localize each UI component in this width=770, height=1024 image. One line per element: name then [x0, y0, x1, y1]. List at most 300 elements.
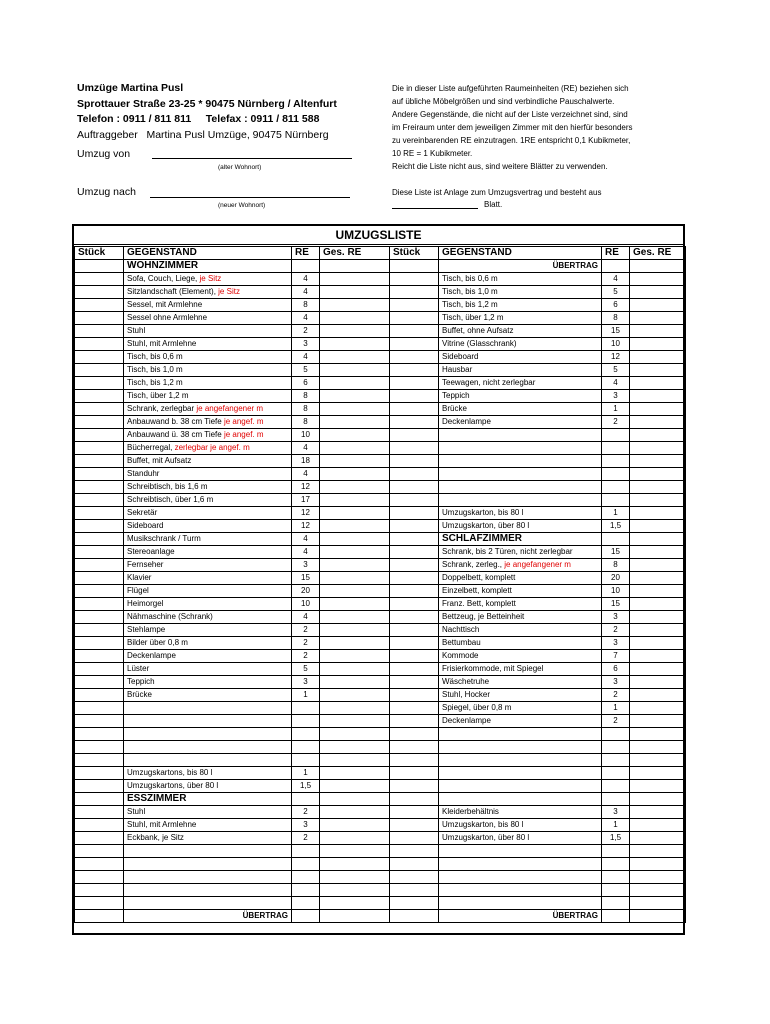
qty-cell[interactable] — [390, 702, 439, 715]
table-row — [75, 624, 390, 637]
qty-cell[interactable] — [75, 455, 124, 468]
total-cell[interactable] — [630, 676, 686, 689]
total-cell[interactable] — [630, 546, 686, 559]
total-cell[interactable] — [630, 481, 686, 494]
qty-cell[interactable] — [390, 832, 439, 845]
re-cell — [602, 429, 630, 442]
re-cell — [292, 728, 320, 741]
item-label: Tisch, bis 1,0 m — [442, 287, 498, 296]
table-row — [390, 559, 686, 572]
total-cell[interactable] — [320, 572, 390, 585]
total-cell[interactable] — [630, 715, 686, 728]
qty-cell[interactable] — [390, 351, 439, 364]
qty-cell[interactable] — [75, 273, 124, 286]
item-label: Deckenlampe — [127, 651, 176, 660]
sheet-count-label: Blatt. — [484, 200, 503, 209]
qty-cell[interactable] — [390, 481, 439, 494]
total-cell[interactable] — [630, 559, 686, 572]
total-cell[interactable] — [320, 338, 390, 351]
total-cell[interactable] — [320, 507, 390, 520]
total-cell[interactable] — [320, 559, 390, 572]
total-cell[interactable] — [630, 754, 686, 767]
re-cell: 1,5 — [602, 520, 630, 533]
qty-cell[interactable] — [75, 819, 124, 832]
qty-cell[interactable] — [75, 429, 124, 442]
qty-cell[interactable] — [390, 897, 439, 910]
total-cell[interactable] — [320, 884, 390, 897]
total-cell[interactable] — [320, 650, 390, 663]
table-row — [75, 455, 390, 468]
qty-cell[interactable] — [390, 663, 439, 676]
re-cell — [602, 481, 630, 494]
item-label: Nähmaschine (Schrank) — [127, 612, 213, 621]
qty-cell[interactable] — [75, 494, 124, 507]
qty-cell[interactable] — [75, 689, 124, 702]
company-phone: Telefon : 0911 / 811 811 Telefax : 0911 / 811 588 — [77, 113, 320, 125]
item-label: Buffet, mit Aufsatz — [127, 456, 192, 465]
qty-cell[interactable] — [75, 325, 124, 338]
table-row — [75, 728, 390, 741]
move-to-field[interactable] — [150, 187, 350, 198]
total-cell[interactable] — [320, 533, 390, 546]
total-cell[interactable] — [320, 858, 390, 871]
total-cell[interactable] — [630, 338, 686, 351]
item-label: Musikschrank / Turm — [127, 534, 201, 543]
re-cell: 2 — [602, 689, 630, 702]
item-cell — [439, 273, 602, 286]
item-cell — [124, 390, 292, 403]
qty-cell[interactable] — [390, 676, 439, 689]
table-row — [75, 442, 390, 455]
total-cell[interactable] — [320, 611, 390, 624]
total-cell[interactable] — [320, 286, 390, 299]
table-row — [390, 689, 686, 702]
total-cell[interactable] — [320, 468, 390, 481]
qty-cell[interactable] — [390, 442, 439, 455]
total-cell[interactable] — [630, 897, 686, 910]
table-row — [390, 312, 686, 325]
total-cell[interactable] — [630, 312, 686, 325]
qty-cell[interactable] — [390, 715, 439, 728]
table-row — [75, 312, 390, 325]
total-cell[interactable] — [320, 598, 390, 611]
total-cell[interactable] — [320, 728, 390, 741]
item-label: Anbauwand ü. 38 cm Tiefe — [127, 430, 224, 439]
total-cell[interactable] — [630, 585, 686, 598]
item-label: Nachttisch — [442, 625, 480, 634]
qty-cell[interactable] — [75, 546, 124, 559]
item-label: Umzugskartons, bis 80 l — [127, 768, 213, 777]
qty-cell[interactable] — [390, 910, 439, 923]
total-cell[interactable] — [320, 754, 390, 767]
table-row — [75, 741, 390, 754]
qty-cell[interactable] — [75, 780, 124, 793]
total-cell[interactable] — [320, 273, 390, 286]
qty-cell[interactable] — [75, 260, 124, 273]
table-row — [390, 624, 686, 637]
section-row — [75, 260, 390, 273]
qty-cell[interactable] — [390, 650, 439, 663]
item-label: Sideboard — [442, 352, 479, 361]
qty-cell[interactable] — [75, 390, 124, 403]
total-cell[interactable] — [320, 689, 390, 702]
table-row — [75, 689, 390, 702]
table-row — [75, 806, 390, 819]
total-cell[interactable] — [320, 702, 390, 715]
table-row — [75, 377, 390, 390]
total-cell[interactable] — [320, 429, 390, 442]
total-cell[interactable] — [320, 741, 390, 754]
total-cell[interactable] — [320, 806, 390, 819]
qty-cell[interactable] — [390, 845, 439, 858]
qty-cell[interactable] — [75, 572, 124, 585]
qty-cell[interactable] — [390, 858, 439, 871]
total-cell[interactable] — [320, 676, 390, 689]
qty-cell[interactable] — [390, 494, 439, 507]
total-cell[interactable] — [320, 793, 390, 806]
total-cell[interactable] — [630, 689, 686, 702]
qty-cell[interactable] — [390, 598, 439, 611]
total-cell[interactable] — [630, 468, 686, 481]
qty-cell[interactable] — [75, 845, 124, 858]
qty-cell[interactable] — [75, 676, 124, 689]
total-cell[interactable] — [630, 507, 686, 520]
re-cell — [602, 884, 630, 897]
re-cell — [292, 793, 320, 806]
item-cell — [439, 780, 602, 793]
table-row — [390, 442, 686, 455]
item-cell — [124, 806, 292, 819]
transfer-row — [390, 910, 686, 923]
qty-cell[interactable] — [390, 689, 439, 702]
total-cell[interactable] — [630, 572, 686, 585]
total-cell[interactable] — [630, 533, 686, 546]
total-cell[interactable] — [630, 884, 686, 897]
total-cell[interactable] — [630, 299, 686, 312]
re-cell: 2 — [292, 806, 320, 819]
total-cell[interactable] — [630, 351, 686, 364]
table-row — [390, 325, 686, 338]
total-cell[interactable] — [630, 871, 686, 884]
total-cell[interactable] — [320, 871, 390, 884]
qty-cell[interactable] — [75, 416, 124, 429]
total-cell[interactable] — [320, 299, 390, 312]
move-from-field[interactable] — [152, 148, 352, 159]
total-cell[interactable] — [320, 637, 390, 650]
qty-cell[interactable] — [390, 793, 439, 806]
qty-cell[interactable] — [390, 377, 439, 390]
qty-cell[interactable] — [390, 780, 439, 793]
qty-cell[interactable] — [75, 650, 124, 663]
total-cell[interactable] — [320, 390, 390, 403]
re-cell: 2 — [602, 715, 630, 728]
qty-cell[interactable] — [390, 507, 439, 520]
total-cell[interactable] — [320, 832, 390, 845]
total-cell[interactable] — [630, 767, 686, 780]
qty-cell[interactable] — [390, 546, 439, 559]
company-name: Umzüge Martina Pusl — [77, 82, 184, 94]
qty-cell[interactable] — [75, 871, 124, 884]
total-cell[interactable] — [320, 416, 390, 429]
total-cell[interactable] — [630, 702, 686, 715]
qty-cell[interactable] — [390, 754, 439, 767]
sheet-count-field[interactable] — [392, 200, 478, 209]
total-cell[interactable] — [320, 819, 390, 832]
table-row — [390, 481, 686, 494]
qty-cell[interactable] — [75, 832, 124, 845]
item-label: Umzugskarton, über 80 l — [442, 521, 530, 530]
qty-cell[interactable] — [75, 299, 124, 312]
re-header: RE — [292, 247, 320, 260]
qty-cell[interactable] — [75, 403, 124, 416]
table-row — [75, 416, 390, 429]
total-cell[interactable] — [320, 312, 390, 325]
qty-cell[interactable] — [390, 572, 439, 585]
re-cell: 3 — [292, 338, 320, 351]
re-cell: 2 — [292, 325, 320, 338]
qty-cell[interactable] — [390, 260, 439, 273]
item-note: je Sitz — [199, 274, 222, 283]
qty-cell[interactable] — [390, 455, 439, 468]
qty-cell[interactable] — [75, 884, 124, 897]
table-row — [75, 858, 390, 871]
total-cell[interactable] — [630, 390, 686, 403]
total-cell[interactable] — [630, 325, 686, 338]
qty-cell[interactable] — [75, 481, 124, 494]
qty-cell[interactable] — [390, 741, 439, 754]
qty-cell[interactable] — [390, 338, 439, 351]
table-row — [390, 884, 686, 897]
table-row — [75, 429, 390, 442]
re-cell — [292, 260, 320, 273]
qty-cell[interactable] — [390, 884, 439, 897]
qty-cell[interactable] — [390, 585, 439, 598]
total-cell[interactable] — [630, 663, 686, 676]
qty-cell[interactable] — [75, 663, 124, 676]
table-row — [390, 572, 686, 585]
qty-cell[interactable] — [75, 377, 124, 390]
table-row — [75, 780, 390, 793]
qty-cell[interactable] — [75, 858, 124, 871]
item-cell — [124, 741, 292, 754]
table-row — [390, 273, 686, 286]
item-cell — [124, 533, 292, 546]
total-cell[interactable] — [630, 403, 686, 416]
total-cell[interactable] — [630, 819, 686, 832]
qty-cell[interactable] — [75, 767, 124, 780]
re-cell: 20 — [292, 585, 320, 598]
table-row — [390, 754, 686, 767]
total-cell[interactable] — [320, 585, 390, 598]
total-cell[interactable] — [320, 546, 390, 559]
total-cell[interactable] — [630, 598, 686, 611]
qty-cell[interactable] — [390, 403, 439, 416]
total-cell[interactable] — [630, 793, 686, 806]
re-cell — [602, 468, 630, 481]
qty-cell[interactable] — [390, 611, 439, 624]
total-cell[interactable] — [320, 520, 390, 533]
total-cell[interactable] — [630, 780, 686, 793]
total-cell[interactable] — [320, 624, 390, 637]
total-cell[interactable] — [320, 767, 390, 780]
qty-cell[interactable] — [75, 702, 124, 715]
qty-cell[interactable] — [390, 728, 439, 741]
qty-cell[interactable] — [390, 637, 439, 650]
qty-cell[interactable] — [75, 364, 124, 377]
total-cell[interactable] — [320, 494, 390, 507]
qty-cell[interactable] — [75, 442, 124, 455]
item-note: je Sitz — [218, 287, 240, 296]
qty-cell[interactable] — [390, 390, 439, 403]
item-cell — [124, 286, 292, 299]
table-row — [390, 468, 686, 481]
qty-cell[interactable] — [390, 819, 439, 832]
total-cell[interactable] — [630, 910, 686, 923]
item-cell — [124, 663, 292, 676]
item-label: Heimorgel — [127, 599, 164, 608]
total-cell[interactable] — [320, 351, 390, 364]
qty-cell[interactable] — [75, 897, 124, 910]
total-cell[interactable] — [630, 260, 686, 273]
total-cell[interactable] — [320, 377, 390, 390]
item-label: Bilder über 0,8 m — [127, 638, 188, 647]
total-cell[interactable] — [320, 910, 390, 923]
total-cell[interactable] — [630, 442, 686, 455]
item-cell — [439, 845, 602, 858]
table-row — [390, 260, 686, 273]
re-cell: 15 — [292, 572, 320, 585]
qty-cell[interactable] — [75, 559, 124, 572]
table-row — [390, 299, 686, 312]
qty-cell[interactable] — [390, 767, 439, 780]
total-cell[interactable] — [320, 715, 390, 728]
qty-cell[interactable] — [75, 793, 124, 806]
re-cell: 3 — [292, 676, 320, 689]
total-cell[interactable] — [630, 741, 686, 754]
qty-cell[interactable] — [390, 468, 439, 481]
qty-cell[interactable] — [390, 624, 439, 637]
qty-cell[interactable] — [75, 637, 124, 650]
item-label: Spiegel, über 0,8 m — [442, 703, 512, 712]
total-cell[interactable] — [320, 780, 390, 793]
re-cell: 8 — [292, 299, 320, 312]
total-cell[interactable] — [630, 416, 686, 429]
re-cell: 1 — [602, 507, 630, 520]
total-cell[interactable] — [630, 806, 686, 819]
qty-cell[interactable] — [75, 741, 124, 754]
total-cell[interactable] — [630, 637, 686, 650]
qty-cell[interactable] — [75, 728, 124, 741]
total-cell[interactable] — [320, 455, 390, 468]
qty-cell[interactable] — [390, 312, 439, 325]
qty-cell[interactable] — [390, 416, 439, 429]
re-cell: 3 — [292, 819, 320, 832]
qty-cell[interactable] — [390, 429, 439, 442]
table-row — [390, 858, 686, 871]
table-row — [75, 650, 390, 663]
qty-cell[interactable] — [75, 715, 124, 728]
total-cell[interactable] — [630, 845, 686, 858]
qty-cell[interactable] — [390, 286, 439, 299]
total-cell[interactable] — [630, 429, 686, 442]
total-cell[interactable] — [320, 364, 390, 377]
qty-cell[interactable] — [75, 312, 124, 325]
qty-cell[interactable] — [75, 585, 124, 598]
item-cell — [124, 559, 292, 572]
total-cell[interactable] — [320, 442, 390, 455]
qty-cell[interactable] — [390, 520, 439, 533]
table-row — [390, 897, 686, 910]
total-cell[interactable] — [320, 481, 390, 494]
item-label: Umzugskarton, bis 80 l — [442, 508, 524, 517]
table-row — [390, 429, 686, 442]
table-row — [75, 754, 390, 767]
qty-cell[interactable] — [390, 364, 439, 377]
qty-cell[interactable] — [390, 806, 439, 819]
total-cell[interactable] — [630, 273, 686, 286]
total-cell[interactable] — [630, 364, 686, 377]
table-row — [75, 663, 390, 676]
item-cell — [439, 741, 602, 754]
total-cell[interactable] — [630, 455, 686, 468]
qty-cell[interactable] — [75, 754, 124, 767]
item-label: Sessel ohne Armlehne — [127, 313, 208, 322]
qty-cell[interactable] — [75, 468, 124, 481]
re-cell — [602, 754, 630, 767]
total-cell[interactable] — [630, 858, 686, 871]
total-cell[interactable] — [630, 832, 686, 845]
total-cell[interactable] — [320, 897, 390, 910]
total-cell[interactable] — [320, 403, 390, 416]
qty-cell[interactable] — [390, 871, 439, 884]
qty-cell[interactable] — [75, 351, 124, 364]
item-label: Klavier — [127, 573, 152, 582]
total-cell[interactable] — [630, 611, 686, 624]
qty-cell[interactable] — [75, 611, 124, 624]
qty-cell[interactable] — [75, 507, 124, 520]
item-label: Tisch, bis 1,2 m — [442, 300, 498, 309]
total-cell[interactable] — [630, 520, 686, 533]
total-cell[interactable] — [630, 650, 686, 663]
qty-cell[interactable] — [75, 598, 124, 611]
qty-cell[interactable] — [75, 910, 124, 923]
re-cell: 3 — [602, 611, 630, 624]
qty-cell[interactable] — [390, 325, 439, 338]
qty-cell[interactable] — [390, 533, 439, 546]
qty-cell[interactable] — [390, 559, 439, 572]
total-cell[interactable] — [320, 663, 390, 676]
total-cell[interactable] — [630, 377, 686, 390]
total-cell[interactable] — [320, 845, 390, 858]
qty-cell[interactable] — [390, 299, 439, 312]
item-cell — [439, 832, 602, 845]
item-label: Tisch, bis 1,2 m — [127, 378, 183, 387]
qty-cell[interactable] — [75, 286, 124, 299]
qty-cell[interactable] — [390, 273, 439, 286]
qty-cell[interactable] — [75, 520, 124, 533]
total-cell[interactable] — [630, 494, 686, 507]
qty-cell[interactable] — [75, 338, 124, 351]
qty-cell[interactable] — [75, 806, 124, 819]
total-cell[interactable] — [320, 260, 390, 273]
qty-cell[interactable] — [75, 533, 124, 546]
qty-cell[interactable] — [75, 624, 124, 637]
total-cell[interactable] — [630, 286, 686, 299]
item-cell — [124, 728, 292, 741]
total-cell[interactable] — [320, 325, 390, 338]
total-cell[interactable] — [630, 728, 686, 741]
total-cell[interactable] — [630, 624, 686, 637]
